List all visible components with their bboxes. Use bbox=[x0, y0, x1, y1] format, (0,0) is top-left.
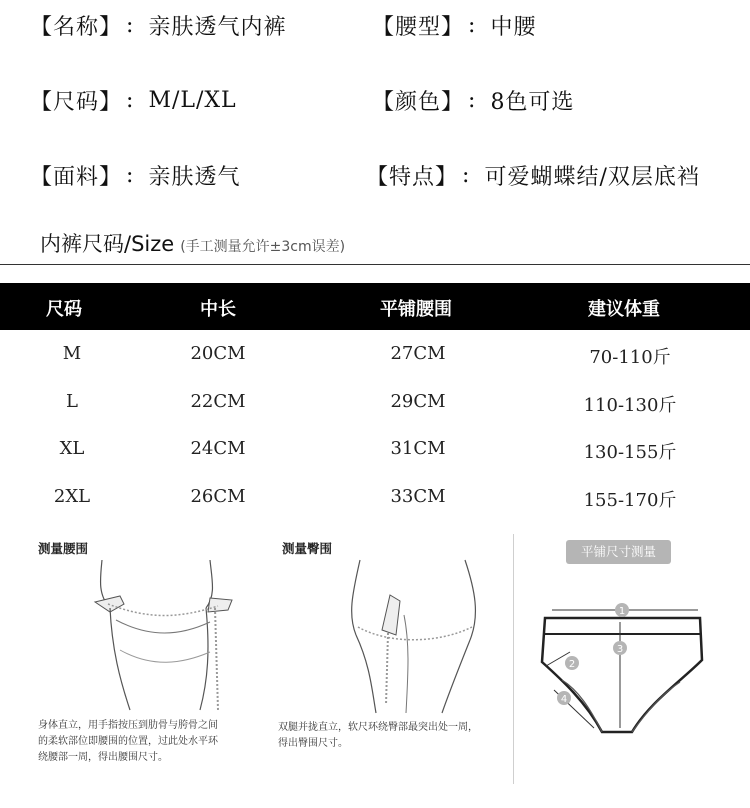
marker-2: 2 bbox=[568, 659, 576, 670]
marker-3: 3 bbox=[616, 644, 624, 655]
cell-length: 26CM bbox=[190, 486, 246, 507]
size-title-main: 内裤尺码/Size bbox=[40, 232, 175, 256]
waist-panel-caption bbox=[38, 718, 218, 766]
cell-waist: 33CM bbox=[390, 486, 446, 507]
spec-sep: : bbox=[126, 12, 135, 38]
table-row bbox=[0, 438, 750, 468]
caption-line: 绕腰部一周，得出腰围尺寸。 bbox=[38, 752, 168, 763]
hip-measure-illustration bbox=[330, 555, 500, 715]
spec-key: 【颜色】 bbox=[372, 89, 465, 115]
cell-length: 22CM bbox=[190, 391, 246, 412]
caption-line: 得出臀围尺寸。 bbox=[278, 738, 348, 749]
caption-line: 双腿并拢直立，软尺环绕臀部最突出处一周， bbox=[278, 722, 478, 733]
size-table-header bbox=[0, 283, 750, 330]
marker-1: 1 bbox=[618, 606, 626, 617]
spec-value: M/L/XL bbox=[148, 87, 237, 113]
cell-weight: 110-130斤 bbox=[583, 395, 677, 416]
hip-panel-label: 测量臀围 bbox=[282, 541, 333, 556]
spec-sep: : bbox=[468, 87, 477, 113]
cell-size: L bbox=[66, 391, 78, 412]
panel-divider bbox=[513, 534, 514, 784]
cell-length: 20CM bbox=[190, 343, 246, 364]
spec-value: 可爱蝴蝶结/双层底裆 bbox=[484, 164, 700, 190]
header-waist: 平铺腰围 bbox=[380, 299, 452, 320]
spec-row-colors bbox=[372, 83, 574, 117]
header-weight: 建议体重 bbox=[588, 299, 660, 320]
spec-sep: : bbox=[126, 87, 135, 113]
cell-waist: 29CM bbox=[390, 391, 446, 412]
spec-value: 中腰 bbox=[490, 14, 537, 40]
cell-weight: 70-110斤 bbox=[589, 347, 671, 368]
spec-sep: : bbox=[468, 12, 477, 38]
cell-size: 2XL bbox=[53, 486, 91, 507]
caption-line: 身体直立，用手指按压到肋骨与胯骨之间 bbox=[38, 720, 218, 731]
header-size: 尺码 bbox=[46, 299, 82, 320]
spec-key: 【尺码】 bbox=[30, 89, 123, 115]
size-title-note: (手工测量允许±3cm误差) bbox=[180, 239, 346, 255]
spec-row-fabric bbox=[30, 158, 240, 192]
spec-key: 【腰型】 bbox=[372, 14, 465, 40]
cell-size: XL bbox=[59, 438, 85, 459]
cell-weight: 130-155斤 bbox=[583, 442, 677, 463]
waist-measure-illustration bbox=[60, 560, 260, 715]
caption-line: 的柔软部位即腰围的位置，过此处水平环 bbox=[38, 736, 218, 747]
flat-measure-badge: 平铺尺寸测量 bbox=[566, 540, 671, 564]
spec-row-features bbox=[366, 158, 700, 192]
cell-waist: 31CM bbox=[390, 438, 446, 459]
cell-size: M bbox=[62, 343, 82, 364]
spec-row-sizes bbox=[30, 83, 237, 117]
table-row bbox=[0, 391, 750, 421]
divider bbox=[0, 264, 750, 265]
spec-sep: : bbox=[126, 162, 135, 188]
cell-weight: 155-170斤 bbox=[583, 490, 677, 511]
spec-sep: : bbox=[462, 162, 471, 188]
header-length: 中长 bbox=[200, 299, 236, 320]
spec-row-waist-type bbox=[372, 8, 536, 42]
flat-measure-diagram bbox=[530, 590, 730, 750]
cell-length: 24CM bbox=[190, 438, 246, 459]
table-row bbox=[0, 486, 750, 516]
spec-value: 亲肤透气内裤 bbox=[148, 14, 287, 40]
hip-panel-caption bbox=[278, 720, 478, 752]
spec-row-name bbox=[30, 8, 286, 42]
spec-key: 【特点】 bbox=[366, 164, 459, 190]
size-chart-title bbox=[40, 228, 345, 258]
cell-waist: 27CM bbox=[390, 343, 446, 364]
spec-key: 【面料】 bbox=[30, 164, 123, 190]
spec-key: 【名称】 bbox=[30, 14, 123, 40]
waist-panel-label: 测量腰围 bbox=[38, 541, 89, 556]
spec-value: 亲肤透气 bbox=[148, 164, 241, 190]
marker-4: 4 bbox=[560, 694, 568, 705]
spec-value: 8色可选 bbox=[490, 89, 575, 115]
table-row bbox=[0, 343, 750, 373]
